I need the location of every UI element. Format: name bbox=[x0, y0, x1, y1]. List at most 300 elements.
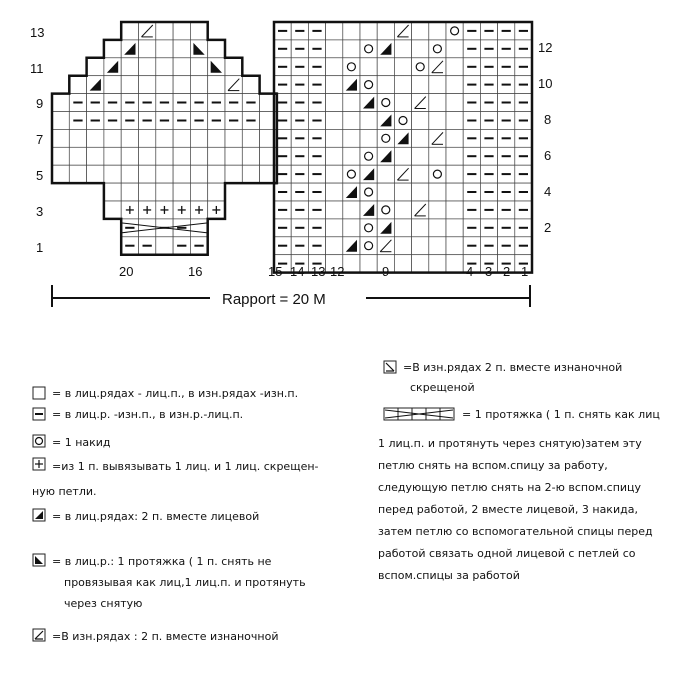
col-label-20: 20 bbox=[119, 264, 134, 279]
chart-cell bbox=[225, 58, 242, 76]
chart-cell bbox=[326, 237, 343, 255]
chart-cell bbox=[429, 22, 446, 40]
chart-cell bbox=[104, 165, 121, 183]
chart-cell bbox=[156, 147, 173, 165]
chart-cell bbox=[326, 147, 343, 165]
row-label-7: 7 bbox=[36, 132, 44, 147]
chart-cell bbox=[87, 76, 104, 94]
chart-cell bbox=[429, 147, 446, 165]
chart-cell bbox=[87, 165, 104, 183]
chart-cell bbox=[139, 40, 156, 58]
legend-cable-1: = 1 протяжка ( 1 п. снять как лиц bbox=[462, 408, 660, 421]
purl-mark bbox=[160, 102, 169, 104]
row-label-12: 12 bbox=[538, 40, 553, 55]
purl-mark bbox=[278, 245, 287, 247]
purl-mark bbox=[278, 191, 287, 193]
purl-mark bbox=[484, 173, 493, 175]
col-label-1: 1 bbox=[521, 264, 529, 279]
skp-icon bbox=[32, 553, 46, 567]
chart-cell bbox=[446, 76, 463, 94]
purl-mark bbox=[295, 30, 304, 32]
chart-cell bbox=[173, 22, 190, 40]
legend-cable-4: следующую петлю снять на 2-ю вспом.спицу bbox=[378, 481, 642, 494]
chart-cell bbox=[208, 58, 225, 76]
chart-cell bbox=[52, 94, 69, 112]
chart-cell bbox=[139, 165, 156, 183]
legend-cable-7: работой связать одной лицевой с петлей со bbox=[378, 547, 636, 560]
chart-cell bbox=[190, 183, 207, 201]
legend-cable-3: петлю снять на вспом.спицу за работу, bbox=[378, 459, 608, 472]
purl-mark bbox=[312, 84, 321, 86]
chart-cell bbox=[412, 129, 429, 147]
purl-mark bbox=[519, 120, 528, 122]
chart-cell bbox=[121, 165, 138, 183]
chart-cell bbox=[173, 40, 190, 58]
purl-mark bbox=[484, 191, 493, 193]
purl-mark bbox=[91, 120, 100, 122]
chart-cell bbox=[360, 219, 377, 237]
purl-mark bbox=[502, 48, 511, 50]
chart-cell bbox=[156, 129, 173, 147]
purl-mark bbox=[519, 209, 528, 211]
chart-cell bbox=[326, 183, 343, 201]
purl-mark bbox=[484, 120, 493, 122]
chart-cell bbox=[412, 237, 429, 255]
purl-mark bbox=[177, 102, 186, 104]
row-label-4: 4 bbox=[544, 184, 552, 199]
chart-cell bbox=[429, 219, 446, 237]
chart-cell bbox=[412, 112, 429, 130]
chart-cell bbox=[139, 183, 156, 201]
chart-cell bbox=[225, 147, 242, 165]
row-label-2: 2 bbox=[544, 220, 552, 235]
chart-cell bbox=[360, 22, 377, 40]
chart-cell bbox=[343, 255, 360, 273]
purl-mark bbox=[467, 48, 476, 50]
purl-mark bbox=[278, 173, 287, 175]
chart-cell bbox=[394, 94, 411, 112]
chart-cell bbox=[190, 147, 207, 165]
purl-mark bbox=[484, 245, 493, 247]
chart-cell bbox=[394, 76, 411, 94]
purl-mark bbox=[125, 245, 134, 247]
row-label-6: 6 bbox=[544, 148, 552, 163]
purl-mark bbox=[519, 84, 528, 86]
purl-mark bbox=[484, 30, 493, 32]
purl-mark bbox=[312, 227, 321, 229]
legend-cable-8: вспом.спицы за работой bbox=[378, 569, 520, 582]
chart-cell bbox=[377, 183, 394, 201]
chart-cell bbox=[394, 147, 411, 165]
purl-mark bbox=[108, 102, 117, 104]
chart-cell bbox=[173, 147, 190, 165]
chart-cell bbox=[190, 129, 207, 147]
chart-cell bbox=[69, 76, 86, 94]
purl-mark bbox=[484, 137, 493, 139]
row-label-8: 8 bbox=[544, 112, 552, 127]
legend-purl: = в лиц.р. -изн.п., в изн.р.-лиц.п. bbox=[52, 408, 244, 421]
purl-mark bbox=[312, 209, 321, 211]
purl-mark bbox=[278, 48, 287, 50]
chart-cell bbox=[412, 255, 429, 273]
purl-mark bbox=[295, 209, 304, 211]
purl-mark bbox=[519, 48, 528, 50]
chart-cell bbox=[139, 76, 156, 94]
chart-cell bbox=[104, 201, 121, 219]
purl-mark bbox=[312, 66, 321, 68]
purl-mark bbox=[108, 120, 117, 122]
chart-cell bbox=[446, 40, 463, 58]
chart-cell bbox=[156, 165, 173, 183]
chart-cell bbox=[377, 76, 394, 94]
k2tog-icon bbox=[32, 508, 46, 522]
legend-cable-6: затем петлю со вспомогательной спицы перед bbox=[378, 525, 653, 538]
purl-mark bbox=[278, 209, 287, 211]
purl-mark bbox=[125, 227, 134, 229]
purl-mark bbox=[143, 102, 152, 104]
chart-cell bbox=[208, 183, 225, 201]
chart-cell bbox=[412, 58, 429, 76]
p2tog-tbl-icon bbox=[383, 360, 397, 374]
col-label-14: 14 bbox=[290, 264, 305, 279]
chart-grid bbox=[52, 22, 532, 273]
chart-cell bbox=[394, 40, 411, 58]
purl-mark bbox=[295, 155, 304, 157]
purl-mark bbox=[484, 155, 493, 157]
chart-cell bbox=[87, 58, 104, 76]
legend-yarn-over: = 1 накид bbox=[52, 436, 111, 449]
col-label-4: 4 bbox=[466, 264, 474, 279]
purl-mark bbox=[160, 120, 169, 122]
chart-cell bbox=[69, 129, 86, 147]
knit-symbol-icon bbox=[32, 386, 46, 400]
chart-cell bbox=[377, 165, 394, 183]
chart-cell bbox=[104, 40, 121, 58]
chart-cell bbox=[52, 129, 69, 147]
purl-mark bbox=[295, 137, 304, 139]
purl-mark bbox=[502, 137, 511, 139]
purl-mark bbox=[246, 102, 255, 104]
chart-cell bbox=[208, 40, 225, 58]
purl-mark bbox=[502, 209, 511, 211]
purl-mark bbox=[312, 120, 321, 122]
purl-mark bbox=[312, 48, 321, 50]
chart-cell bbox=[343, 76, 360, 94]
purl-mark bbox=[194, 120, 203, 122]
chart-cell bbox=[208, 76, 225, 94]
chart-cell bbox=[104, 183, 121, 201]
chart-cell bbox=[429, 76, 446, 94]
purl-mark bbox=[143, 245, 152, 247]
chart-cell bbox=[242, 129, 259, 147]
chart-cell bbox=[446, 147, 463, 165]
purl-mark bbox=[519, 30, 528, 32]
row-label-9: 9 bbox=[36, 96, 44, 111]
purl-mark bbox=[177, 120, 186, 122]
chart-cell bbox=[412, 219, 429, 237]
legend-skp-3: через снятую bbox=[64, 597, 143, 610]
chart-cell bbox=[326, 112, 343, 130]
col-label-9: 9 bbox=[382, 264, 390, 279]
purl-mark bbox=[312, 245, 321, 247]
chart-cell bbox=[69, 165, 86, 183]
chart-cell bbox=[377, 58, 394, 76]
purl-mark bbox=[295, 191, 304, 193]
chart-cell bbox=[190, 22, 207, 40]
purl-mark bbox=[278, 30, 287, 32]
purl-mark bbox=[484, 66, 493, 68]
chart-cell bbox=[69, 147, 86, 165]
purl-mark bbox=[278, 120, 287, 122]
purl-mark bbox=[502, 191, 511, 193]
chart-cell bbox=[412, 40, 429, 58]
purl-mark bbox=[177, 245, 186, 247]
chart-cell bbox=[412, 76, 429, 94]
chart-cell bbox=[343, 58, 360, 76]
chart-cell bbox=[104, 147, 121, 165]
purl-mark bbox=[484, 84, 493, 86]
purl-mark bbox=[502, 227, 511, 229]
purl-mark bbox=[278, 155, 287, 157]
legend-p2tog-tbl-1: =В изн.рядах 2 п. вместе изнаночной bbox=[403, 361, 623, 374]
purl-mark bbox=[312, 137, 321, 139]
chart-cell bbox=[377, 94, 394, 112]
purl-mark bbox=[295, 245, 304, 247]
purl-mark bbox=[312, 30, 321, 32]
chart-cell bbox=[446, 112, 463, 130]
chart-cell bbox=[326, 165, 343, 183]
chart-cell bbox=[52, 165, 69, 183]
purl-mark bbox=[484, 102, 493, 104]
cable-icon bbox=[383, 407, 455, 421]
chart-cell bbox=[360, 255, 377, 273]
legend-p2tog: =В изн.рядах : 2 п. вместе изнаночной bbox=[52, 630, 279, 643]
chart-cell bbox=[412, 183, 429, 201]
row-label-5: 5 bbox=[36, 168, 44, 183]
chart-cell bbox=[326, 201, 343, 219]
chart-cell bbox=[412, 147, 429, 165]
chart-cell bbox=[190, 58, 207, 76]
chart-cell bbox=[242, 76, 259, 94]
chart-cell bbox=[326, 58, 343, 76]
chart-cell bbox=[52, 112, 69, 130]
chart-cell bbox=[208, 129, 225, 147]
chart-cell bbox=[156, 76, 173, 94]
purl-mark bbox=[502, 245, 511, 247]
purl-mark bbox=[278, 227, 287, 229]
legend-cable-5: перед работой, 2 вместе лицевой, 3 накида, bbox=[378, 503, 638, 516]
chart-cell bbox=[394, 112, 411, 130]
chart-cell bbox=[394, 58, 411, 76]
legend-cross-1: =из 1 п. вывязывать 1 лиц. и 1 лиц. скрещен- bbox=[52, 460, 319, 473]
cross-stitch-icon bbox=[32, 457, 46, 471]
purl-mark bbox=[73, 102, 82, 104]
chart-cell bbox=[52, 147, 69, 165]
purl-mark bbox=[73, 120, 82, 122]
purl-mark bbox=[502, 84, 511, 86]
chart-cell bbox=[360, 112, 377, 130]
legend-cable-2: 1 лиц.п. и протянуть через снятую)затем эту bbox=[378, 437, 642, 450]
chart-cell bbox=[446, 219, 463, 237]
chart-cell bbox=[360, 76, 377, 94]
chart-cell bbox=[360, 58, 377, 76]
chart-cell bbox=[343, 112, 360, 130]
purl-mark bbox=[467, 66, 476, 68]
chart-cell bbox=[121, 58, 138, 76]
chart-cell bbox=[139, 129, 156, 147]
purl-mark bbox=[467, 245, 476, 247]
chart-cell bbox=[190, 219, 207, 237]
chart-cell bbox=[104, 129, 121, 147]
chart-cell bbox=[446, 94, 463, 112]
purl-mark bbox=[295, 227, 304, 229]
purl-mark bbox=[177, 227, 186, 229]
purl-mark bbox=[229, 102, 238, 104]
chart-cell bbox=[394, 129, 411, 147]
purl-mark bbox=[484, 209, 493, 211]
purl-mark bbox=[143, 120, 152, 122]
chart-cell bbox=[360, 165, 377, 183]
chart-cell bbox=[343, 40, 360, 58]
purl-mark bbox=[295, 102, 304, 104]
purl-mark bbox=[519, 102, 528, 104]
purl-mark bbox=[194, 102, 203, 104]
chart-cell bbox=[429, 255, 446, 273]
legend-p2tog-tbl-2: скрещеной bbox=[410, 381, 475, 394]
legend-cross-2: ную петли. bbox=[32, 485, 97, 498]
chart-cell bbox=[173, 129, 190, 147]
col-label-12: 12 bbox=[330, 264, 345, 279]
chart-cell bbox=[139, 219, 156, 237]
legend-skp-1: = в лиц.р.: 1 протяжка ( 1 п. снять не bbox=[52, 555, 272, 568]
purl-mark bbox=[312, 155, 321, 157]
purl-mark bbox=[295, 66, 304, 68]
purl-mark bbox=[312, 191, 321, 193]
chart-cell bbox=[429, 165, 446, 183]
chart-cell bbox=[326, 22, 343, 40]
purl-symbol-icon bbox=[32, 407, 46, 421]
purl-mark bbox=[502, 30, 511, 32]
chart-cell bbox=[208, 165, 225, 183]
chart-cell bbox=[156, 22, 173, 40]
chart-cell bbox=[173, 165, 190, 183]
purl-mark bbox=[502, 120, 511, 122]
yarn-over-icon bbox=[32, 434, 46, 448]
chart-cell bbox=[412, 22, 429, 40]
purl-mark bbox=[502, 173, 511, 175]
purl-mark bbox=[484, 227, 493, 229]
knitting-chart bbox=[0, 0, 677, 340]
chart-cell bbox=[429, 201, 446, 219]
chart-cell bbox=[377, 22, 394, 40]
chart-cell bbox=[326, 40, 343, 58]
purl-mark bbox=[312, 173, 321, 175]
purl-mark bbox=[295, 84, 304, 86]
chart-cell bbox=[173, 58, 190, 76]
chart-cell bbox=[446, 255, 463, 273]
row-label-3: 3 bbox=[36, 204, 44, 219]
chart-cell bbox=[156, 58, 173, 76]
row-label-11: 11 bbox=[30, 61, 44, 76]
chart-cell bbox=[446, 183, 463, 201]
chart-cell bbox=[394, 183, 411, 201]
purl-mark bbox=[295, 120, 304, 122]
chart-cell bbox=[343, 94, 360, 112]
chart-cell bbox=[377, 201, 394, 219]
purl-mark bbox=[246, 120, 255, 122]
chart-cell bbox=[156, 40, 173, 58]
chart-cell bbox=[360, 237, 377, 255]
purl-mark bbox=[467, 209, 476, 211]
chart-cell bbox=[429, 112, 446, 130]
chart-cell bbox=[326, 129, 343, 147]
chart-cell bbox=[225, 165, 242, 183]
purl-mark bbox=[519, 137, 528, 139]
chart-cell bbox=[360, 147, 377, 165]
chart-cell bbox=[377, 129, 394, 147]
purl-mark bbox=[91, 102, 100, 104]
purl-mark bbox=[312, 102, 321, 104]
chart-cell bbox=[87, 147, 104, 165]
chart-cell bbox=[242, 147, 259, 165]
chart-cell bbox=[343, 219, 360, 237]
purl-mark bbox=[467, 155, 476, 157]
chart-cell bbox=[394, 255, 411, 273]
chart-cell bbox=[343, 22, 360, 40]
purl-mark bbox=[467, 173, 476, 175]
chart-cell bbox=[139, 147, 156, 165]
purl-mark bbox=[278, 102, 287, 104]
chart-cell bbox=[446, 58, 463, 76]
chart-cell bbox=[446, 22, 463, 40]
chart-cell bbox=[242, 165, 259, 183]
purl-mark bbox=[467, 191, 476, 193]
chart-cell bbox=[446, 129, 463, 147]
row-label-13: 13 bbox=[30, 25, 45, 40]
purl-mark bbox=[295, 173, 304, 175]
purl-mark bbox=[519, 173, 528, 175]
chart-cell bbox=[429, 40, 446, 58]
purl-mark bbox=[519, 245, 528, 247]
purl-mark bbox=[278, 137, 287, 139]
purl-mark bbox=[229, 120, 238, 122]
chart-cell bbox=[190, 76, 207, 94]
col-label-16: 16 bbox=[188, 264, 203, 279]
legend-k2tog: = в лиц.рядах: 2 п. вместе лицевой bbox=[52, 510, 260, 523]
chart-cell bbox=[394, 201, 411, 219]
chart-cell bbox=[394, 219, 411, 237]
row-label-1: 1 bbox=[36, 240, 44, 255]
chart-cell bbox=[343, 147, 360, 165]
chart-cell bbox=[173, 76, 190, 94]
chart-cell bbox=[121, 22, 138, 40]
chart-cell bbox=[156, 183, 173, 201]
col-label-13: 13 bbox=[311, 264, 326, 279]
chart-cell bbox=[104, 76, 121, 94]
purl-mark bbox=[502, 66, 511, 68]
chart-cell bbox=[87, 129, 104, 147]
purl-mark bbox=[502, 155, 511, 157]
chart-cell bbox=[208, 147, 225, 165]
chart-cell bbox=[429, 94, 446, 112]
purl-mark bbox=[467, 84, 476, 86]
chart-cell bbox=[429, 183, 446, 201]
purl-mark bbox=[125, 102, 134, 104]
purl-mark bbox=[194, 245, 203, 247]
p2tog-icon bbox=[32, 628, 46, 642]
chart-cell bbox=[121, 129, 138, 147]
purl-mark bbox=[125, 120, 134, 122]
